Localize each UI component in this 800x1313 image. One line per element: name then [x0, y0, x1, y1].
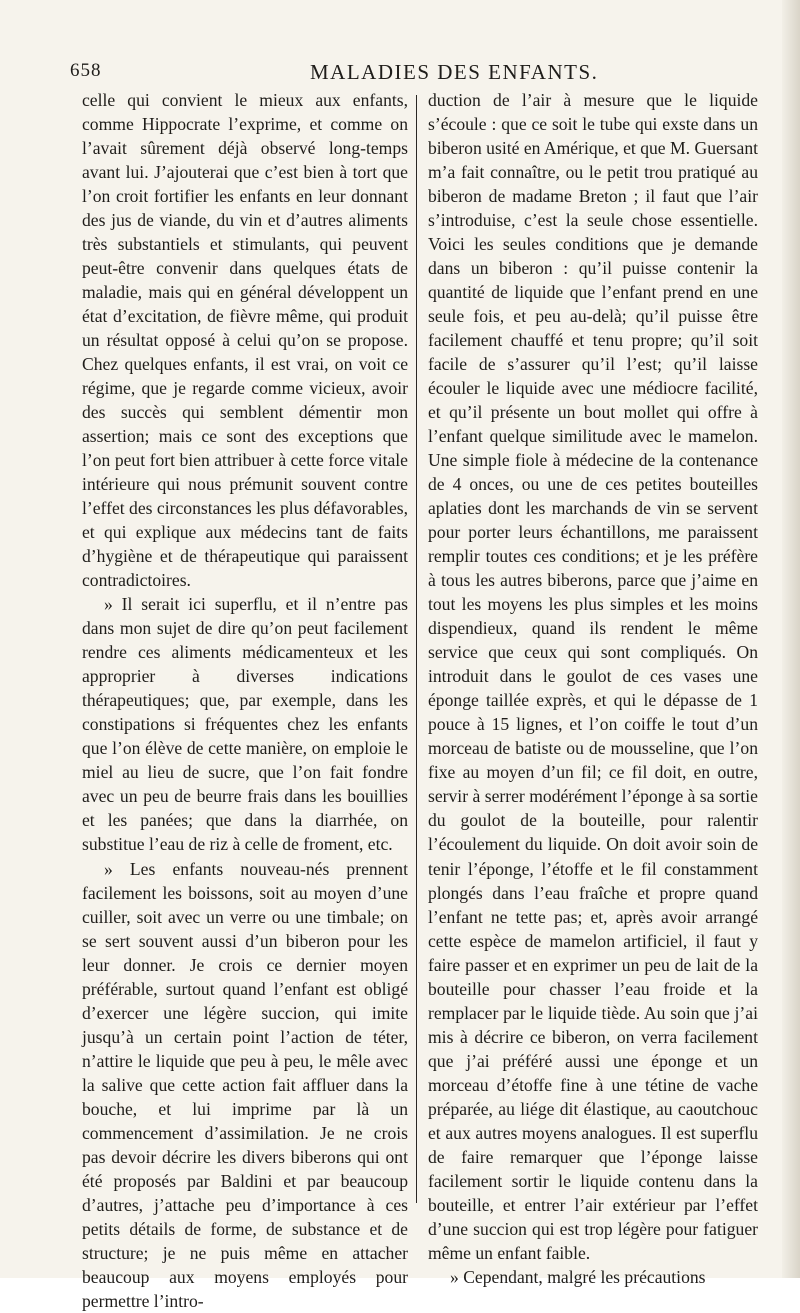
column-divider [416, 95, 417, 1203]
paragraph: » Cependant, malgré les précautions [450, 1266, 706, 1287]
paragraph: celle qui convient le mieux aux enfants, comme Hippocrate l’exprime, et comme on l’avait sûrement déjà observé long-temps avant lui. J’ajouterai que c’est bien à tort que l’on croit fortifier les enfants en leur donnant des jus de viande, du vin et d’autres aliments très substantiels et stimulants, qui peuvent peut-être convenir dans quelques états de maladie, mais qui en général développent un état d’excitation, de fièvre même, qui produit un résultat opposé à celui qu’on se propose. Chez quelques enfants, il est vrai, on voit ce régime, que je regarde comme vicieux, avoir des succès qui semblent démentir mon assertion; mais ce sont des exceptions que l’on peut fort bien attribuer à cette force vitale intérieure qui nous prémunit souvent contre l’effet des circonstances les plus défavorables, et qui explique aux médecins tant de faits d’hygiène et de thérapeutique qui paraissent contradictoires. [82, 90, 409, 591]
right-column [428, 88, 758, 1289]
paragraph: » Les enfants nouveau-nés prennent facilement les boissons, soit au moyen d’une cuiller, soit avec un verre ou une timbale; on se sert souvent aussi d’un biberon pour les leur donner. Je crois ce dernier moyen préférable, surtout quand l’enfant est obligé d’exercer une légère succion, qui imite jusqu’à un certain point l’action de téter, n’attire le liquide que peu à peu, le mêle avec la salive que cette action fait affluer dans la bouche, et lui imprime par là un commencement d’assimilation. Je ne crois pas devoir décrire les divers biberons qui ont été proposés par Baldini et par beaucoup d’autres, j’attache peu d’importance à ces petits détails de forme, de substance et de structure; je ne puis même en attacher beaucoup aux moyens employés pour permettre l’intro- [82, 858, 408, 1311]
paragraph: duction de l’air à mesure que le liquide s’écoule : que ce soit le tube qui exste dans un biberon usité en Amérique, et que M. Guersant m’a fait connaître, ou le petit trou pratiqué au biberon de madame Breton ; il faut que l’air s’introduise, c’est la seule chose essentielle. Voici les seules conditions que je demande dans un biberon : qu’il puisse contenir la quantité de liquide que l’enfant prend en une seule fois, et peu au-delà; qu’il puisse être facilement chauffé et tenu propre; qu’il soit facile de s’assurer qu’il l’est; qu’il laisse écouler le liquide avec une médiocre facilité, et qu’il présente un bout mollet qui offre à l’enfant quelque similitude avec le mamelon. Une simple fiole à médecine de la contenance de 4 onces, ou une de ces petites bouteilles aplaties dont les marchands de vin se servent pour porter leurs échantillons, me paraissent remplir toutes ces conditions; et je les préfère à tous les autres biberons, parce que j’aime en tout les moyens les plus simples et les moins dispendieux, quand ils rendent le même service que ceux qui sont compliqués. On introduit dans le goulot de ces vases une éponge taillée exprès, et qui le dépasse de 1 pouce à 15 lignes, et l’on coiffe le tout d’un morceau de batiste ou de mousseline, que l’on fixe au moyen d’un fil; ce fil doit, en outre, servir à serrer modérément l’éponge à sa sortie du goulot de la bouteille, pour ralentir l’écoulement du liquide. On doit avoir soin de tenir l’éponge, l’étoffe et le fil constamment plongés dans l’eau fraîche et propre quand l’enfant ne tette pas; et, après avoir arrangé cette espèce de mamelon artificiel, il faut y faire passer et en exprimer un peu de lait de la bouteille pour chasser l’eau froide et la remplacer par le liquide tiède. Au soin que j’ai mis à décrire ce biberon, on verra facilement que j’ai préféré aussi une éponge et un morceau d’étoffe fine à une tétine de vache préparée, au liége dit élastique, au caoutchouc et aux autres moyens analogues. Il est superflu de faire remarquer que l’éponge laisse facilement sortir le liquide contenu dans la bouteille, et entrer l’air extérieur par l’effet d’une succion qui est trop légère pour fatiguer même un enfant faible. [428, 90, 758, 1263]
left-column [82, 88, 408, 1313]
page-header [70, 60, 780, 90]
paragraph: » Il serait ici superflu, et il n’entre pas dans mon sujet de dire qu’on peut facilement rendre ces aliments médicamenteux et les approprier à diverses indications thérapeutiques; que, par exemple, dans les constipations si fréquentes chez les enfants que l’on élève de cette manière, on emploie le miel au lieu de sucre, que l’on fait fondre avec un peu de beurre frais dans les bouillies et les panées; que dans la diarrhée, on substitue l’eau de riz à celle de froment, etc. [82, 594, 408, 855]
page-number: 658 [70, 60, 102, 81]
running-title: MALADIES DES ENFANTS. [310, 60, 599, 84]
page-edge-shadow [782, 0, 800, 1278]
